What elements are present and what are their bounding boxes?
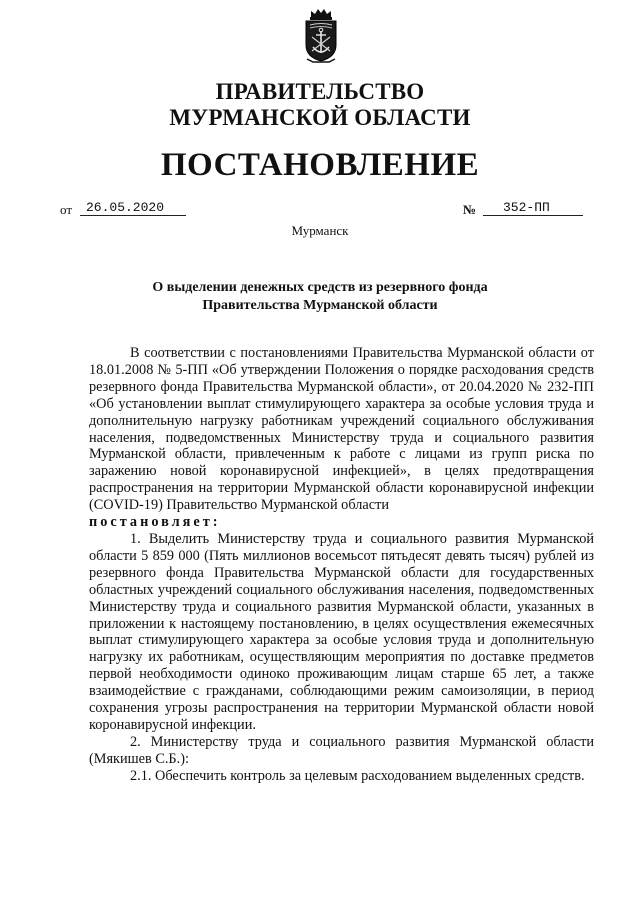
- document-date: 26.05.2020: [80, 200, 186, 216]
- preamble-paragraph: В соответствии с постановлениями Правительства Мурманской области от 18.01.2008 № 5-ПП «Об утверждении Положения о порядке расходования средств резервного фонда Правительства Мурманской области», от 20.04.2020 № 232-ПП «Об установлении выплат стимулирующего характера за особые условия труда и дополнительную нагрузку работникам учреждений социального обслуживания населения, подведомственных Министерству труда и социального развития Мурманской области, привлеченным к работе с лицами из групп риска по заражению новой коронавирусной инфекцией», в целях предотвращения распространения на территории Мурманской области коронавирусной инфекции (COVID-19) Правительство Мурманской области: [89, 345, 594, 514]
- coat-of-arms-icon: [303, 7, 339, 63]
- item-2-paragraph: 2. Министерству труда и социального развития Мурманской области (Мякишев С.Б.):: [89, 733, 594, 767]
- government-title-line1: ПРАВИТЕЛЬСТВО: [215, 79, 425, 104]
- document-type-heading: ПОСТАНОВЛЕНИЕ: [160, 147, 480, 183]
- item-1-paragraph: 1. Выделить Министерству труда и социального развития Мурманской области 5 859 000 (Пять миллионов восемьсот пятьдесят девять тысяч) рублей из резервного фонда Правительства Мурманской области для государственных областных учреждений социального обслуживания населения, подведомственных Министерству труда и социального развития Мурманской области, указанных в приложении к настоящему постановлению, в целях осуществления ежемесячных выплат стимулирующего характера за особые условия труда и дополнительную нагрузку их работникам, осуществляющим мероприятия по доставке предметов первой необходимости одиноко проживающим лицам старше 65 лет, а также взаимодействие с гражданами, соблюдающими режим самоизоляции, в период сохранения угрозы распространения на территории Мурманской области новой коронавирусной инфекции.: [89, 530, 594, 733]
- date-number-row: [0, 200, 640, 220]
- date-label: от: [60, 202, 73, 217]
- document-body: [89, 345, 594, 785]
- document-number: 352-ПП: [483, 200, 583, 216]
- government-title-line2: МУРМАНСКОЙ ОБЛАСТИ: [169, 105, 471, 130]
- number-label: №: [463, 202, 477, 217]
- decree-word: постановляет:: [89, 514, 221, 531]
- item-2-1-paragraph: 2.1. Обеспечить контроль за целевым расходованием выделенных средств.: [130, 767, 585, 784]
- city-name: Мурманск: [291, 223, 349, 238]
- document-subject: О выделении денежных средств из резервного фонда Правительства Мурманской области: [152, 280, 488, 313]
